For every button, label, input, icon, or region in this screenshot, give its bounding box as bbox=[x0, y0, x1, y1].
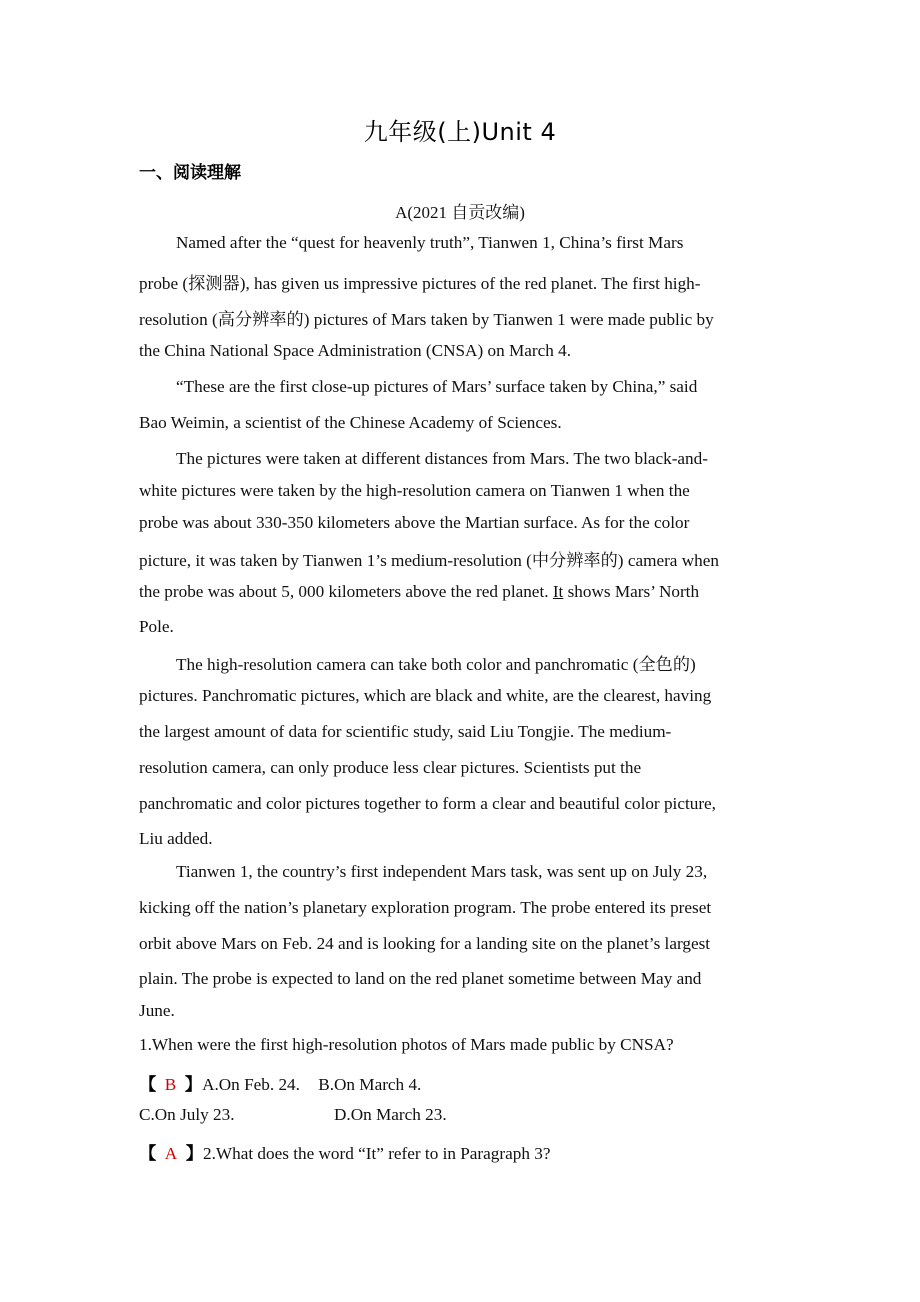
answer-bracket-close: 】 bbox=[184, 1075, 203, 1094]
passage-line: the largest amount of data for scientific study, said Liu Tongjie. The medium- bbox=[139, 722, 672, 741]
passage-line: resolution camera, can only produce less clear pictures. Scientists put the bbox=[139, 758, 642, 777]
page-title: 九年级(上)Unit 4 bbox=[363, 118, 557, 146]
passage-line: Named after the “quest for heavenly truth”, Tianwen 1, China’s first Mars bbox=[176, 233, 684, 252]
answer-bracket-close: 】 bbox=[185, 1144, 204, 1163]
passage-line: the China National Space Administration (CNSA) on March 4. bbox=[139, 341, 572, 360]
answer-letter: A bbox=[164, 1144, 178, 1163]
answer-letter: B bbox=[164, 1075, 177, 1094]
answer-bracket-open: 【 bbox=[139, 1144, 157, 1163]
passage-line: pictures. Panchromatic pictures, which are black and white, are the clearest, having bbox=[139, 686, 712, 705]
option-b: B.On March 4. bbox=[318, 1075, 422, 1094]
question-2-stem: 2.What does the word “It” refer to in Paragraph 3? bbox=[203, 1144, 551, 1163]
passage-line: white pictures were taken by the high-resolution camera on Tianwen 1 when the bbox=[139, 481, 690, 500]
passage-line: Bao Weimin, a scientist of the Chinese Academy of Sciences. bbox=[139, 413, 562, 432]
passage-source: A(2021 自贡改编) bbox=[395, 203, 525, 222]
passage-line: picture, it was taken by Tianwen 1’s medium-resolution (中分辨率的) camera when bbox=[139, 551, 719, 570]
question-1-options-row-2 bbox=[139, 1105, 447, 1125]
passage-line: “These are the first close-up pictures of Mars’ surface taken by China,” said bbox=[176, 377, 698, 396]
passage-line: June. bbox=[139, 1001, 175, 1020]
passage-line: Pole. bbox=[139, 617, 174, 636]
passage-line: probe (探测器), has given us impressive pictures of the red planet. The first high- bbox=[139, 274, 701, 293]
passage-line: Tianwen 1, the country’s first independent Mars task, was sent up on July 23, bbox=[176, 862, 708, 881]
passage-line: panchromatic and color pictures together to form a clear and beautiful color picture, bbox=[139, 794, 716, 813]
passage-line: orbit above Mars on Feb. 24 and is looking for a landing site on the planet’s largest bbox=[139, 934, 711, 953]
passage-line-with-underline bbox=[139, 582, 699, 602]
passage-line: The pictures were taken at different distances from Mars. The two black-and- bbox=[176, 449, 708, 468]
option-a: A.On Feb. 24. bbox=[202, 1075, 300, 1094]
passage-line: The high-resolution camera can take both color and panchromatic (全色的) bbox=[176, 655, 696, 674]
question-2 bbox=[139, 1139, 550, 1164]
passage-line: resolution (高分辨率的) pictures of Mars taken by Tianwen 1 were made public by bbox=[139, 310, 714, 329]
question-1-stem: 1.When were the first high-resolution photos of Mars made public by CNSA? bbox=[139, 1035, 674, 1054]
question-1-options-row-1 bbox=[139, 1070, 421, 1095]
passage-line: kicking off the nation’s planetary exploration program. The probe entered its preset bbox=[139, 898, 712, 917]
passage-line: plain. The probe is expected to land on the red planet sometime between May and bbox=[139, 969, 702, 988]
section-heading: 一、阅读理解 bbox=[139, 163, 241, 183]
answer-bracket-open: 【 bbox=[139, 1075, 157, 1094]
option-d: D.On March 23. bbox=[334, 1105, 447, 1124]
passage-line: probe was about 330-350 kilometers above the Martian surface. As for the color bbox=[139, 513, 690, 532]
underlined-word-it: It bbox=[552, 582, 564, 601]
passage-line-text: the probe was about 5, 000 kilometers above the red planet. bbox=[139, 582, 549, 601]
option-c: C.On July 23. bbox=[139, 1105, 235, 1124]
passage-line-text: shows Mars’ North bbox=[563, 582, 700, 601]
passage-line: Liu added. bbox=[139, 829, 213, 848]
